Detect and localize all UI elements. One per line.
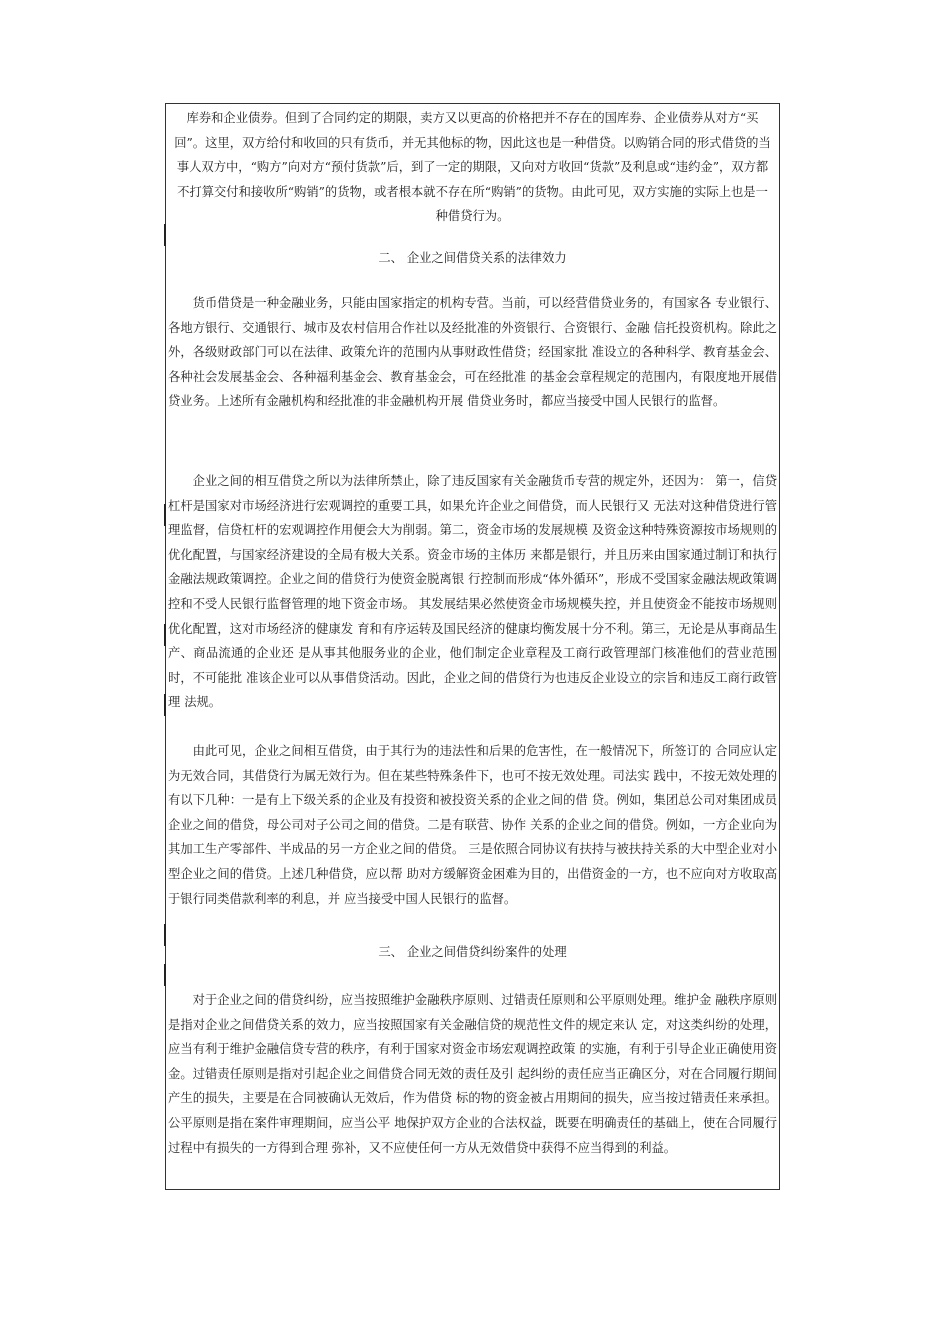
document-body <box>166 104 779 1189</box>
paragraph-1: 货币借贷是一种金融业务，只能由国家指定的机构专营。当前，可以经营借贷业务的，有国家各 专业银行、各地方银行、交通银行、城市及农村信用合作社以及经批准的外资银行、合资银行、金融 信托投资机构。除此之外，各级财政部门可以在法律、政策允许的范围内从事财政性借贷；经国家批 准设立的各种科学、教育基金会、各种社会发展基金会、各种福利基金会、教育基金会，可在经批准 的基金会章程规定的范围内，有限度地开展借贷业务。上述所有金融机构和经批准的非金融机构开展 借贷业务时，都应当接受中国人民银行的监督。 <box>168 296 777 409</box>
intro-paragraph: 库券和企业债券。但到了合同约定的期限，卖方又以更高的价格把并不存在的国库券、企业债券从对方“买回”。这里，双方给付和收回的只有货币，并无其他标的物，因此这也是一种借贷。以购销合同的形式借贷的当事人双方中，“购方”向对方“预付货款”后，到了一定的期限，又向对方收回“货款”及利息或“违约金”，双方都不打算交付和接收所“购销”的货物，或者根本就不存在所“购销”的货物。由此可见，双方实施的实际上也是一种借贷行为。 <box>174 111 771 224</box>
paragraph-2: 企业之间的相互借贷之所以为法律所禁止，除了违反国家有关金融货币专营的规定外，还因为： 第一，信贷杠杆是国家对市场经济进行宏观调控的重要工具，如果允许企业之间借贷，而人民银行又 无法对这种借贷进行管理监督，信贷杠杆的宏观调控作用便会大为削弱。第二，资金市场的发展规模 及资金这种特殊资源按市场规则的优化配置，与国家经济建设的全局有极大关系。资金市场的主体历 来都是银行，并且历来由国家通过制订和执行金融法规政策调控。企业之间的借贷行为使资金脱离银 行控制而形成“体外循环”，形成不受国家金融法规政策调控和不受人民银行监督管理的地下资金市场。 其发展结果必然使资金市场规模失控，并且使资金不能按市场规则优化配置，这对市场经济的健康发 育和有序运转及国民经济的健康均衡发展十分不利。第三，无论是从事商品生产、商品流通的企业还 是从事其他服务业的企业，他们制定企业章程及工商行政管理部门核准他们的营业范围时，不可能批 准该企业可以从事借贷活动。因此，企业之间的借贷行为也违反企业设立的宗旨和违反工商行政管理 法规。 <box>168 474 777 710</box>
margin-mark <box>164 224 166 246</box>
paragraph-4: 对于企业之间的借贷纠纷，应当按照维护金融秩序原则、过错责任原则和公平原则处理。维护金 融秩序原则是指对企业之间借贷关系的效力，应当按照国家有关金融信贷的规范性文件的规定来认 定，对这类纠纷的处理，应当有利于维护金融信贷专营的秩序，有利于国家对资金市场宏观调控政策 的实施，有利于引导企业正确使用资金。过错责任原则是指对引起企业之间借贷合同无效的责任及引 起纠纷的责任应当正确区分，对在合同履行期间产生的损失，主要是在合同被确认无效后，作为借贷 标的物的资金被占用期间的损失，应当按过错责任来承担。公平原则是指在案件审理期间，应当公平 地保护双方企业的合法权益，既要在明确责任的基础上，使在合同履行过程中有损失的一方得到合理 弥补，又不应使任何一方从无效借贷中获得不应当得到的利益。 <box>168 993 777 1155</box>
section-heading-3: 三、 企业之间借贷纠纷案件的处理 <box>378 945 567 959</box>
margin-mark <box>164 504 166 526</box>
margin-mark <box>164 694 166 716</box>
paragraph-3: 由此可见，企业之间相互借贷，由于其行为的违法性和后果的危害性，在一般情况下，所签订的 合同应认定为无效合同，其借贷行为属无效行为。但在某些特殊条件下，也可不按无效处理。司法实 践中，不按无效处理的有以下几种：一是有上下级关系的企业及有投资和被投资关系的企业之间的借 贷。例如，集团总公司对集团成员企业之间的借贷，母公司对子公司之间的借贷。二是有联营、协作 关系的企业之间的借贷。例如，一方企业向为其加工生产零部件、半成品的另一方企业之间的借贷。 三是依照合同协议有扶持与被扶持关系的大中型企业对小型企业之间的借贷。上述几种借贷，应以帮 助对方缓解资金困难为目的，出借资金的一方，也不应向对方收取高于银行同类借款利率的利息，并 应当接受中国人民银行的监督。 <box>168 744 777 906</box>
section-heading-2: 二、 企业之间借贷关系的法律效力 <box>378 251 567 265</box>
document-frame <box>165 103 780 1190</box>
margin-mark <box>164 964 166 986</box>
margin-mark <box>164 624 166 646</box>
